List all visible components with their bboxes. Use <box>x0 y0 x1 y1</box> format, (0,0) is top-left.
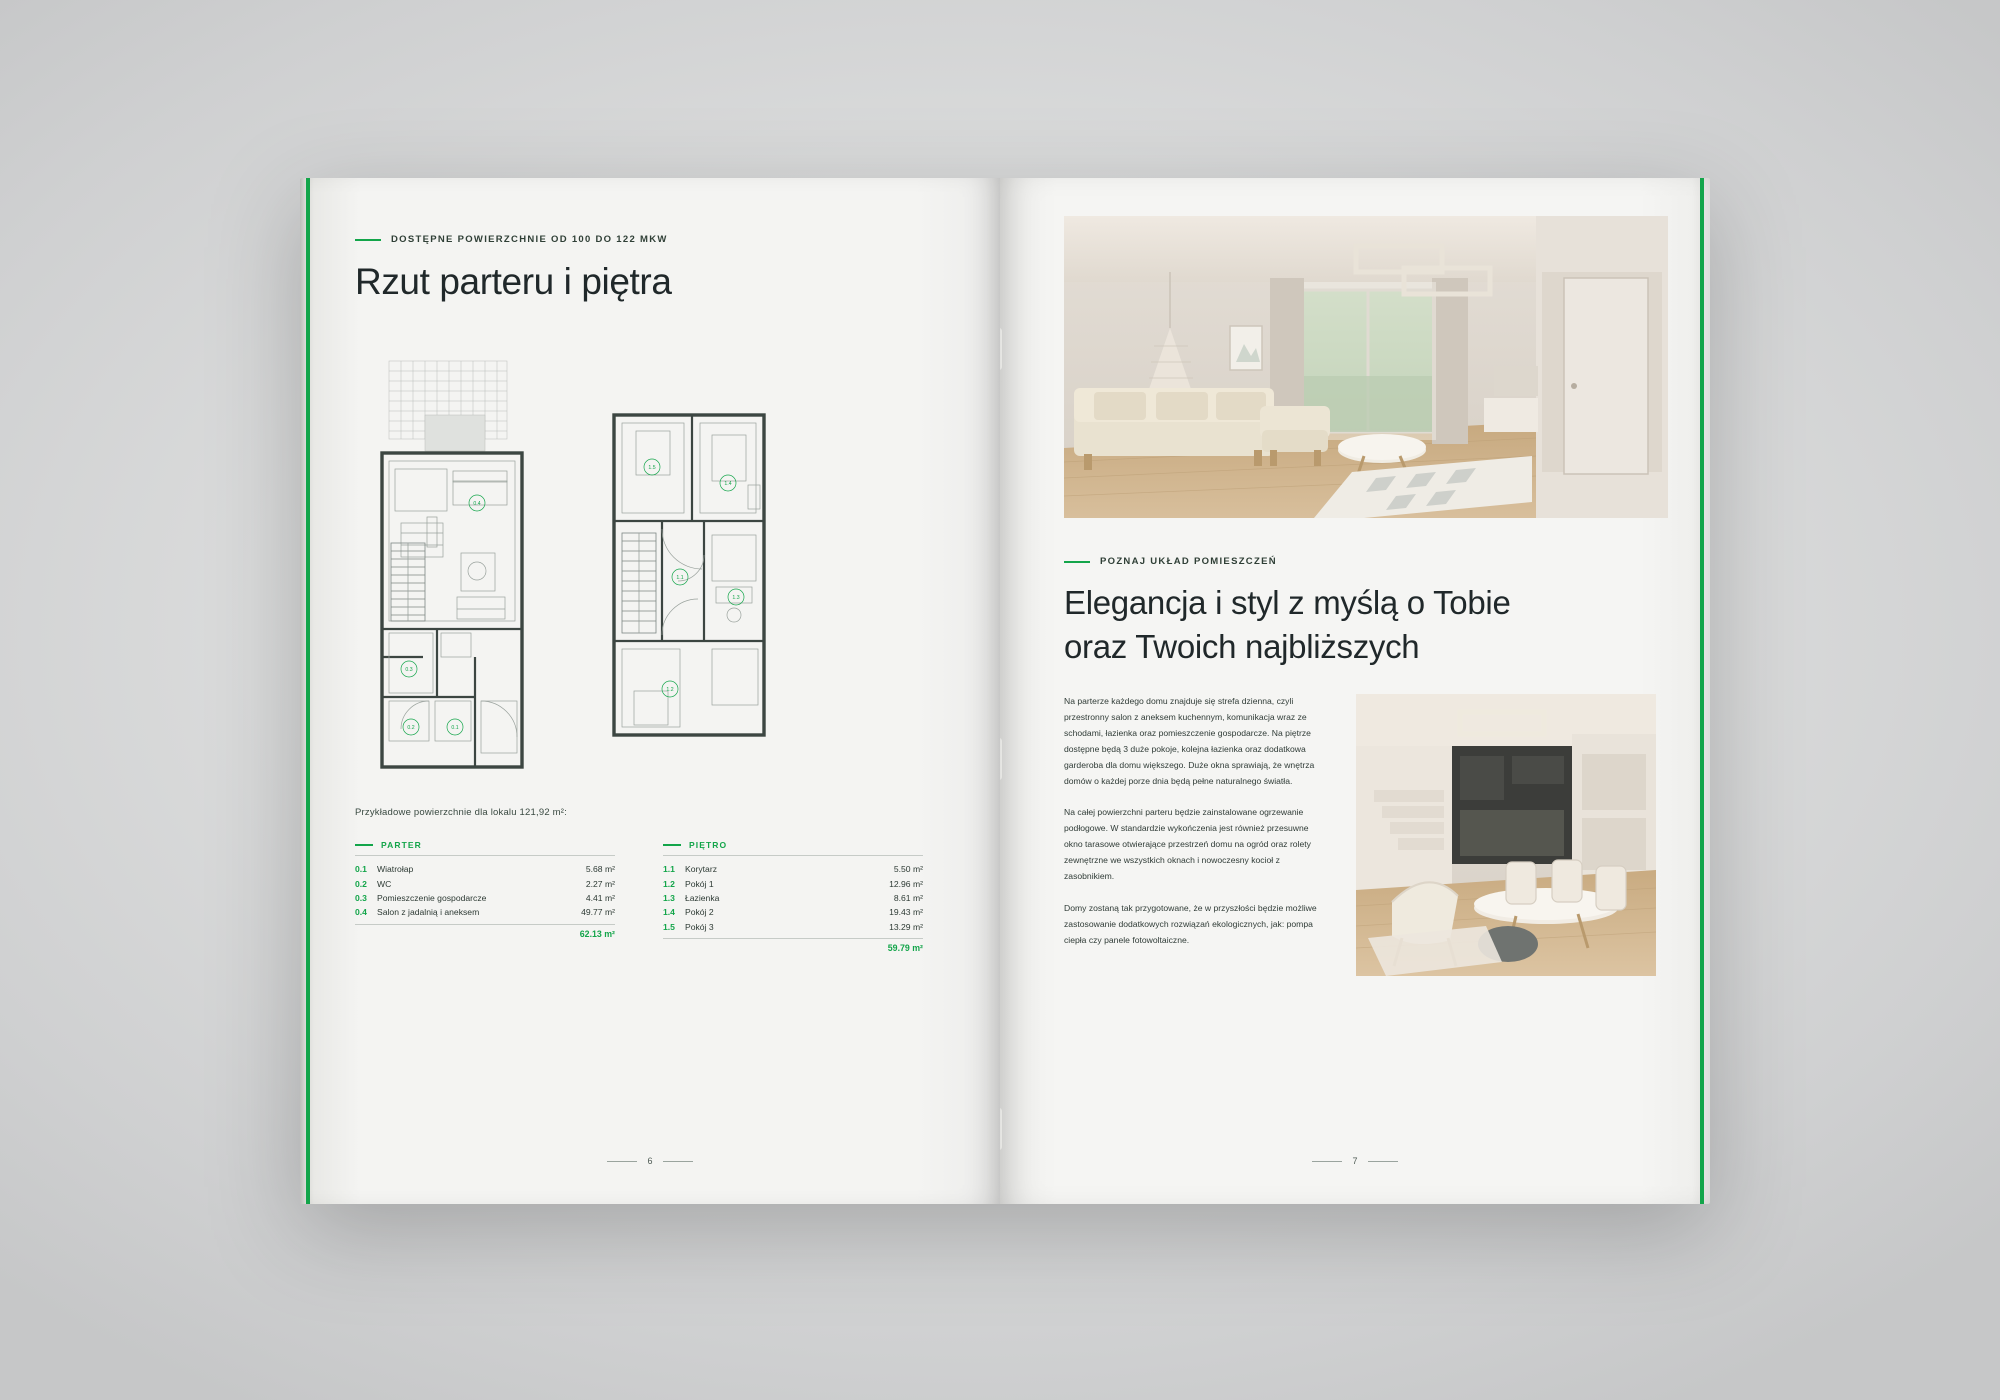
body-columns <box>1064 694 1668 976</box>
room-table-parter <box>355 840 615 953</box>
right-title-line-1: Elegancja i styl z myślą o Tobie <box>1064 584 1511 621</box>
right-eyebrow-label: POZNAJ UKŁAD POMIESZCZEŃ <box>1100 556 1277 567</box>
room-number: 1.1 <box>663 864 675 875</box>
room-area: 19.43 m² <box>889 907 923 918</box>
room-number: 1.3 <box>663 892 675 903</box>
room-name: Pokój 2 <box>685 907 714 918</box>
svg-text:1.3: 1.3 <box>732 595 740 601</box>
left-page-content <box>355 234 945 953</box>
table-row <box>355 876 615 890</box>
room-name: WC <box>377 878 392 889</box>
eyebrow-rule-icon <box>1064 561 1090 563</box>
right-eyebrow <box>1064 556 1668 567</box>
table-row <box>663 905 923 919</box>
table-row <box>663 920 923 934</box>
table-row <box>663 862 923 876</box>
upper-floor-plan <box>600 405 800 785</box>
room-number: 1.5 <box>663 921 675 932</box>
paragraph-3: Domy zostaną tak przygotowane, że w przyszłości będzie możliwe zastosowanie dodatkowych rozwiązań ekologicznych, jak: pompa ciepła czy panele fotowoltaiczne. <box>1064 902 1317 945</box>
room-number: 0.1 <box>355 864 367 875</box>
room-name: Wiatrołap <box>377 864 414 875</box>
svg-text:1.2: 1.2 <box>666 687 674 693</box>
folio-rule-icon <box>1312 1161 1342 1162</box>
table-header-rule-icon <box>663 844 681 846</box>
room-table-pietro-total: 59.79 m² <box>663 938 923 953</box>
eyebrow-rule-icon <box>355 239 381 241</box>
room-area: 5.68 m² <box>585 864 615 875</box>
table-row <box>663 876 923 890</box>
ground-floor-plan <box>365 357 550 787</box>
left-eyebrow-label: DOSTĘPNE POWIERZCHNIE OD 100 DO 122 MKW <box>391 234 668 245</box>
inset-photo <box>1356 694 1656 976</box>
svg-text:1.1: 1.1 <box>676 575 684 581</box>
room-area: 2.27 m² <box>585 878 615 889</box>
folio-rule-icon <box>607 1161 637 1162</box>
svg-text:0.1: 0.1 <box>451 725 459 731</box>
magazine-spread <box>300 178 1710 1204</box>
page-number-right <box>1000 1156 1710 1166</box>
room-table-pietro-header <box>663 840 923 856</box>
paragraph-2: Na całej powierzchni parteru będzie zainstalowane ogrzewanie podłogowe. W standardzie wykończenia jest również przesuwne okno tarasowe otwierające przestrzeń domu na ogród oraz rolety zewnętrzne we wszystkich oknach i nowoczesny kocioł z zasobnikiem. <box>1064 807 1311 881</box>
svg-text:1.4: 1.4 <box>724 481 732 487</box>
room-area: 4.41 m² <box>585 892 615 903</box>
binding-notch <box>1000 1108 1002 1150</box>
room-name: Pomieszczenie gospodarcze <box>377 892 487 903</box>
binding-notch <box>1000 328 1002 370</box>
room-name: Pokój 3 <box>685 921 714 932</box>
room-area: 49.77 m² <box>581 907 615 918</box>
folio-rule-icon <box>663 1161 693 1162</box>
room-tables <box>355 840 945 953</box>
folio-rule-icon <box>1368 1161 1398 1162</box>
room-area: 5.50 m² <box>893 864 923 875</box>
room-number: 1.2 <box>663 878 675 889</box>
left-page <box>300 178 1000 1204</box>
room-table-parter-total: 62.13 m² <box>355 924 615 939</box>
page-number-left <box>300 1156 1000 1166</box>
room-name: Korytarz <box>685 864 717 875</box>
room-table-parter-header <box>355 840 615 856</box>
room-area: 13.29 m² <box>889 921 923 932</box>
svg-text:0.3: 0.3 <box>405 667 413 673</box>
right-title-line-2: oraz Twoich najbliższych <box>1064 627 1420 665</box>
table-row <box>355 862 615 876</box>
hero-photo <box>1064 216 1668 518</box>
table-row <box>355 891 615 905</box>
room-table-pietro-title: PIĘTRO <box>689 840 728 850</box>
room-area: 8.61 m² <box>893 892 923 903</box>
room-number: 0.4 <box>355 907 367 918</box>
room-name: Łazienka <box>685 892 720 903</box>
floor-plans <box>355 357 945 787</box>
right-page-content <box>1042 178 1672 1204</box>
room-table-parter-title: PARTER <box>381 840 422 850</box>
room-number: 0.2 <box>355 878 367 889</box>
room-number: 0.3 <box>355 892 367 903</box>
svg-text:0.4: 0.4 <box>473 501 481 507</box>
paragraph-1: Na parterze każdego domu znajduje się strefa dzienna, czyli przestronny salon z aneksem kuchennym, komunikacja wraz ze schodami, łazienka oraz pomieszczenie gospodarcze. Na piętrze dostępne będą 3 duże pokoje, kolejna łazienka oraz dodatkowa garderoba dla domu większego. Duże okna sprawiają, że wnętrza domów o każdej porze dnia będą pełne naturalnego światła. <box>1064 696 1315 786</box>
svg-text:1.5: 1.5 <box>648 465 656 471</box>
right-page <box>1000 178 1710 1204</box>
left-eyebrow <box>355 234 945 245</box>
room-name: Pokój 1 <box>685 878 714 889</box>
table-row <box>663 891 923 905</box>
table-header-rule-icon <box>355 844 373 846</box>
table-caption: Przykładowe powierzchnie dla lokalu 121,92 m²: <box>355 807 567 818</box>
room-name: Salon z jadalnią i aneksem <box>377 907 480 918</box>
left-page-title: Rzut parteru i piętra <box>355 261 672 302</box>
right-page-title <box>1064 581 1668 668</box>
accent-stripe-right <box>1700 178 1704 1204</box>
room-table-pietro <box>663 840 923 953</box>
body-copy <box>1064 694 1326 976</box>
right-text-block <box>1064 556 1668 976</box>
folio-right-number: 7 <box>1352 1156 1358 1166</box>
room-number: 1.4 <box>663 907 675 918</box>
svg-text:0.2: 0.2 <box>407 725 415 731</box>
accent-stripe-left <box>306 178 310 1204</box>
table-row <box>355 905 615 919</box>
binding-notch <box>1000 738 1002 780</box>
folio-left-number: 6 <box>647 1156 653 1166</box>
room-area: 12.96 m² <box>889 878 923 889</box>
